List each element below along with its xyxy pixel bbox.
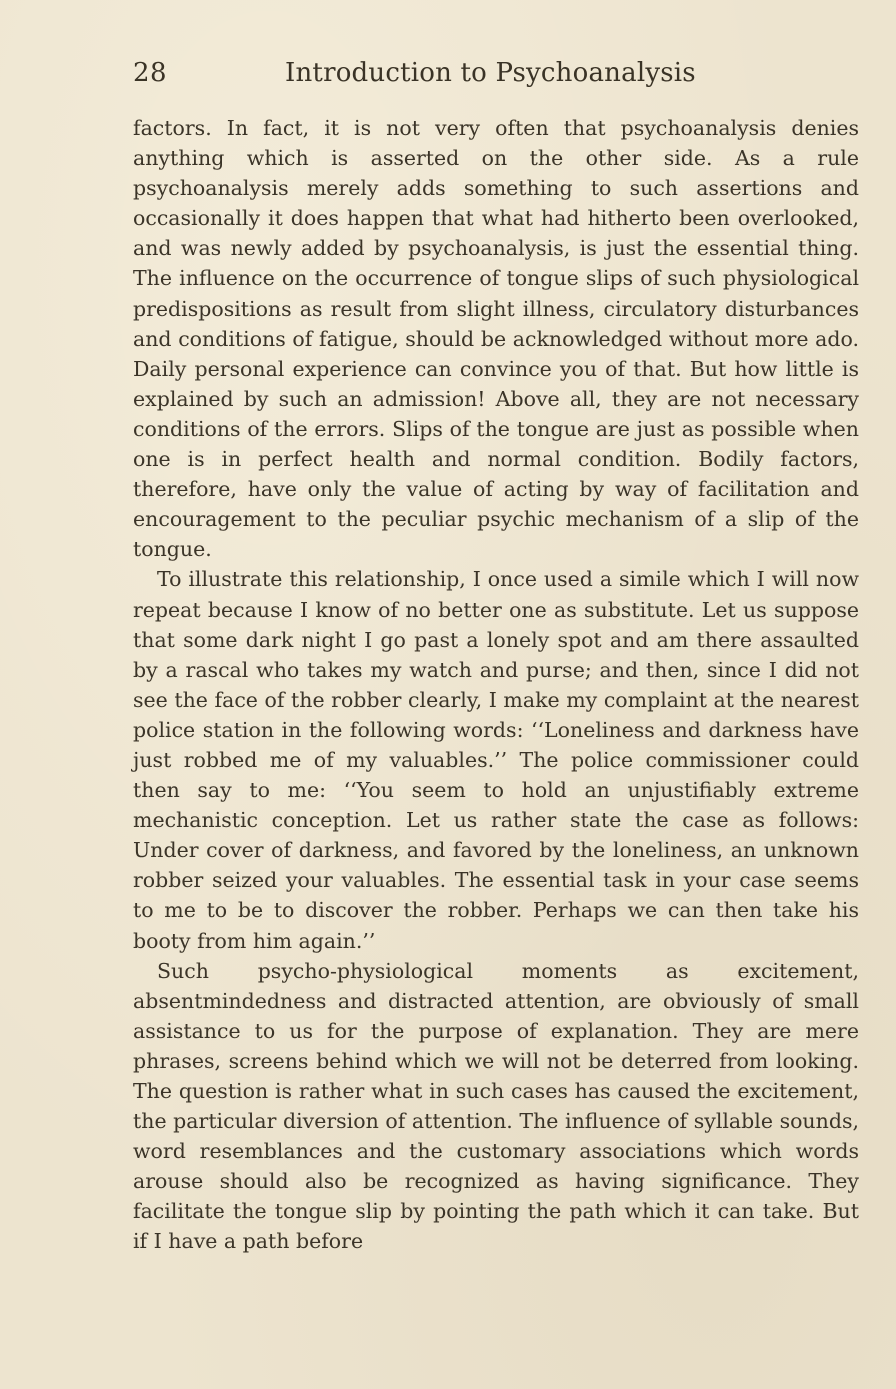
book-title: Introduction to Psychoanalysis bbox=[285, 58, 696, 88]
running-head bbox=[133, 52, 853, 96]
paragraph-psycho-physiological: Such psycho-physiological moments as excitement, absentmindedness and distracted attention, are obviously of small assistance to us for the purpose of explanation. They are mere phrases, screens behind which we will not be deterred from looking. The question is rather what in such cases has caused the excitement, the particular diversion of attention. The influence of syllable sounds, word resemblances and the customary associations which words arouse should also be recognized as having significance. They facilitate the tongue slip by pointing the path which it can take. But if I have a path before bbox=[133, 958, 859, 1254]
paragraph-simile: To illustrate this relationship, I once used a simile which I will now repeat because I know of no better one as substitute. Let us suppose that some dark night I go past a lonely spot and am there assaulted by a rascal who takes my watch and purse; and then, since I did not see the face of the robber clearly, I make my complaint at the nearest police station in the following words: ‘‘Loneliness and darkness have just robbed me of my valuables.’’ The police commissioner could then say to me: ‘‘You seem to hold an unjustifiably extreme mechanistic conception. Let us rather state the case as follows: Under cover of darkness, and favored by the loneliness, an unknown robber seized your valuables. The essential task in your case seems to me to be to discover the robber. Perhaps we can then take his booty from him again.’’ bbox=[133, 567, 859, 953]
paragraph-continuation: factors. In fact, it is not very often that psychoanalysis denies anything which is asserted on the other side. As a rule psychoanalysis merely adds something to such assertions and occasionally it does happen that what had hitherto been overlooked, and was newly added by psychoanalysis, is just the essential thing. The influence on the occurrence of tongue slips of such physiological predispositions as result from slight illness, circulatory disturbances and conditions of fatigue, should be acknowledged without more ado. Daily personal experience can convince you of that. But how little is explained by such an admission! Above all, they are not necessary conditions of the errors. Slips of the tongue are just as possible when one is in perfect health and normal condition. Bodily factors, therefore, have only the value of acting by way of facilitation and encouragement to the peculiar psychic mechanism of a slip of the tongue. bbox=[133, 116, 859, 562]
page-number: 28 bbox=[133, 58, 168, 88]
body-text bbox=[133, 113, 859, 1257]
